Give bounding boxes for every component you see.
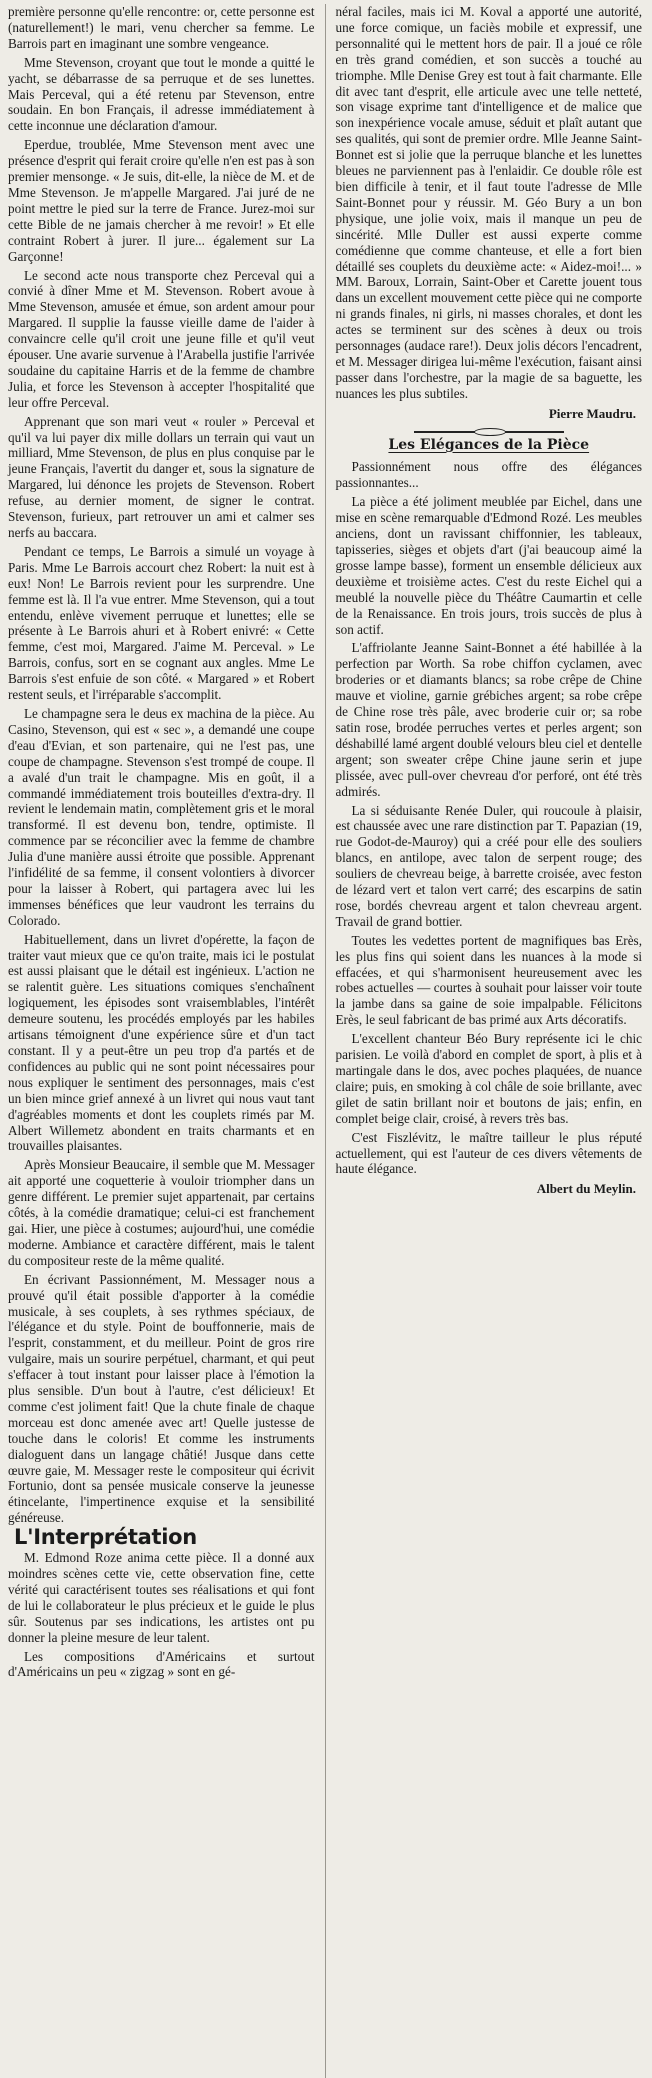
right-column [336, 4, 643, 2078]
paragraph: Mme Stevenson, croyant que tout le monde a quitté le yacht, se débarrasse de sa perruque et de ses lunettes. Mais Perceval, qui a été retenu par Stevenson, entre soudain. En bon Français, il adresse immédiatement à cette inconnue une déclaration d'amour. [8, 54, 315, 134]
columns [8, 4, 642, 2078]
paragraph: L'affriolante Jeanne Saint-Bonnet a été habillée à la perfection par Worth. Sa robe chiffon cyclamen, avec broderies or et diamants blancs; sa robe crêpe de Chine mauve et violine, garnie grébiches argent; sa robe crêpe de Chine rose très pâle, avec broderie cuir or; sa robe satin rose, brodée perruches vertes et perles argent; son déshabillé lamé argent doublé velours bleu ciel et dentelle argent; son sweater crêpe Chine jaune serin et jupe plissée, avec pull-over chevreau d'or perforé, ont été très admirés. [335, 640, 642, 799]
paragraph: Pendant ce temps, Le Barrois a simulé un voyage à Paris. Mme Le Barrois accourt chez Robert: la nuit est à eux! Non! Le Barrois revient pour les surprendre. Une femme est là. Il l'a vue entrer. Mme Stevenson, qui a tout entendu, enlève vivement perruque et lunettes; elle se présente à Le Barrois ahuri et à Robert enivré: « Cette femme, c'est moi, Margared. J'aime M. Perceval. » Le Barrois, confus, sort en se cognant aux angles. Mme Le Barrois s'est enfuie de son côté. « Margared » et Robert restent seuls, et l'irréparable s'accomplit. [8, 543, 315, 703]
paragraph: néral faciles, mais ici M. Koval a apporté une autorité, une force comique, un faciès mobile et expressif, une personnalité qui le mettent hors de pair. Il a joué ce rôle en très grand comédien, et son succès a touché au triomphe. Mlle Denise Grey est tout à fait charmante. Elle dit avec tant d'esprit, elle articule avec une telle netteté, son visage exprime tant d'intelligence et de malice que son inexpérience vocale amuse, séduit et plaît autant que ses qualités, qui sont de premier ordre. Mlle Jeanne Saint-Bonnet est si jolie que la perruque blanche et les lunettes bleues ne parviennent pas à l'enlaidir. Ce double rôle est bien difficile à tenir, et il faut toute l'adresse de Mlle Saint-Bonnet pour y réussir. M. Géo Bury a un bon physique, une jolie voix, mais il manque un peu de sincérité. Mlle Duller est aussi experte comme comédienne que comme chanteuse, et elle a fort bien détaillé ses couplets du deuxième acte: « Aidez-moi!... » MM. Baroux, Lorrain, Saint-Ober et Carette jouent tous dans un excellent mouvement cette pièce qui ne comporte ni grands finales, ni girls, ni masses chorales, et dont les actes se terminent sur des scènes à deux ou trois personnages (audace rare!). Deux jolis décors l'encadrent, et M. Messager dirigea lui-même l'exécution, faisant ainsi passer dans l'orchestre, par la magie de sa baguette, les nuances les plus subtiles. [335, 4, 643, 401]
signature-albert-du-meylin: Albert du Meylin. [536, 1181, 636, 1197]
paragraph: Le champagne sera le deus ex machina de la pièce. Au Casino, Stevenson, qui est « sec », a demandé une coupe d'eau d'Evian, et son partenaire, qui ne l'est pas, une coupe de champagne. Stevenson s'est trompé de coupe. Il a avalé d'un trait le champagne. Mis en goût, il a commandé immédiatement trois bouteilles d'extra-dry. Il revient le lendemain matin, complètement gris et le moral transformé. Il est devenu bon, tendre, optimiste. Il commence par se réconcilier avec la femme de chambre Julia d'une manière aussi étroite que possible. Apprenant l'infidélité de sa femme, il consent volontiers à divorcer pour la laisser à Robert, qui partagera avec lui les immenses bénéfices que leur vaudront les terrains du Colorado. [8, 705, 315, 928]
paragraph: Habituellement, dans un livret d'opérette, la façon de traiter vaut mieux que ce qu'on traite, mais ici le postulat est aussi plaisant que le détail est ingénieux. L'action ne se ralentit guère. Les situations comiques s'enchaînent logiquement, les épisodes sont vraisemblables, l'intérêt demeure soutenu, les procédés employés par les habiles artisans témoignent d'une expérience sûre et d'un tact constant. Il y a peut-être un peu trop d'a partés et de confidences au public qui ne sont point nécessaires pour nous expliquer le sentiment des personnages, mais c'est un bien mince grief annexé à un livret qui nous vaut tant d'agréables moments et dont les couplets rimés par M. Albert Willemetz abondent en traits charmants et en trouvailles plaisantes. [8, 931, 315, 1154]
ornamental-divider [414, 428, 564, 436]
paragraph: En écrivant Passionnément, M. Messager nous a prouvé qu'il était possible d'apporter à la comédie musicale, à ses couplets, à ses rythmes spéciaux, de l'élégance et du style. Point de bouffonnerie, mais de l'esprit, constamment, et du meilleur. Point de gros rire vulgaire, mais un sourire perpétuel, charmant, et qui peut s'effacer à tout instant pour laisser place à l'émotion la plus sensible. D'un bout à l'autre, c'est délicieux! Et comme c'est joliment fait! Que la chute finale de chaque morceau est donc amenée avec art! Quelle justesse de touche dans le coloris! Et comme les instruments dialoguent dans un langage châtié! Jusque dans cette œuvre gaie, M. Messager reste le compositeur qui écrivit Fortunio, dont sa pensée musicale conserve la jeunesse étincelante, l'impertinence exquise et la sensibilité généreuse. [8, 1271, 315, 1526]
paragraph: M. Edmond Roze anima cette pièce. Il a donné aux moindres scènes cette vie, cette observation fine, cette vérité qui caractérisent toutes ses réalisations et qui font de lui le collaborateur le plus précieux et le guide le plus sûr. Soutenus par ses indications, les artistes ont pu donner la pleine mesure de leur talent. [8, 1550, 315, 1645]
paragraph: Toutes les vedettes portent de magnifiques bas Erès, les plus fins qui soient dans les nuances à la mode si effacées, et qui s'harmonisent heureusement avec les robes actuelles — courtes à souhait pour laisser voir toute la jambe dans sa gaine de soie impalpable. Félicitons Erès, le seul fabricant de bas primé aux Arts décoratifs. [335, 932, 642, 1028]
paragraph: Eperdue, troublée, Mme Stevenson ment avec une présence d'esprit qui ferait croire qu'elle n'en est pas à son premier mensonge. « Je suis, dit-elle, la nièce de M. et de Mme Stevenson. Je m'appelle Margared. J'ai juré de ne point mettre le pied sur la terre de France. Jurez-moi sur cette Bible de ne jamais chercher à me revoir! » Et elle contraint Robert à jurer. Il jure... également sur La Garçonne! [8, 137, 315, 264]
signature-pierre-maudru: Pierre Maudru. [548, 405, 636, 421]
paragraph: C'est Fiszlévitz, le maître tailleur le plus réputé actuellement, qui est l'auteur de ces divers vêtements de haute élégance. [335, 1129, 642, 1177]
paragraph: La si séduisante Renée Duler, qui roucoule à plaisir, est chaussée avec une rare distinction par T. Papazian (19, rue Godot-de-Mauroy) qui a créé pour elle des souliers blancs, en antilope, avec talon de serpent rouge; des souliers de chevreau beige, à barrette croisée, avec feston de lézard vert et talon vert carré; des escarpins de satin rose, bordés chevreau argent et talon chevreau argent. Travail de grand bottier. [335, 802, 642, 929]
section-heading-interpretation: L'Interprétation [14, 1525, 197, 1550]
paragraph: Le second acte nous transporte chez Perceval qui a convié à dîner Mme et M. Stevenson. Robert avoue à Mme Stevenson, amusée et émue, son ardent amour pour Margared. Il supplie la fausse vieille dame de l'aider à convaincre celle qu'il croit une jeune fille et qu'il veut épouser. Une avarie survenue à l'Arabella justifie l'arrivée soudaine du capitaine Harris et de la femme de chambre Julia, et force les Stevenson à accepter l'hospitalité que leur offre Perceval. [8, 267, 315, 410]
paragraph: La pièce a été joliment meublée par Eichel, dans une mise en scène remarquable d'Edmond Rozé. Les meubles anciens, dont un ravissant chiffonnier, les tableaux, tapisseries, sièges et objets d'art (j'ai beaucoup aimé la grosse lampe basse), forment un ensemble délicieux aux deuxième et troisième actes. C'est du reste Eichel qui a meublé la nouvelle pièce du Théâtre Caumartin et celle de la Renaissance. En trois jours, trois succès de plus à son actif. [335, 494, 642, 637]
paragraph: Après Monsieur Beaucaire, il semble que M. Messager ait apporté une coquetterie à vouloir triompher dans un genre différent. Le premier sujet appartenait, par certains côtés, à la comédie dramatique; celui-ci est franchement gai. Hier, une pièce à costumes; aujourd'hui, une comédie moderne. Ambiance et caractère différent, mais le talent du compositeur reste de la même qualité. [8, 1157, 315, 1268]
paragraph: Les compositions d'Américains et surtout d'Américains un peu « zigzag » sont en gé- [8, 1648, 315, 1680]
left-column [8, 4, 315, 2078]
paragraph: Apprenant que son mari veut « rouler » Perceval et qu'il va lui payer dix mille dollars un terrain qui vaut un milliard, Mme Stevenson, de plus en plus conquise par le jeune Français, l'avertit du danger et, sous la signature de Margared, lui dénonce les projets de Stevenson. Robert refuse, au dernier moment, de signer le contrat. Stevenson, furieux, part retrouver un ami et calmer ses nerfs au baccara. [8, 413, 315, 540]
paragraph: Passionnément nous offre des élégances passionnantes... [335, 459, 642, 491]
paragraph: L'excellent chanteur Béo Bury représente ici le chic parisien. Le voilà d'abord en complet de sport, à plis et à martingale dans le dos, avec poches plaquées, de nuance claire; puis, en smoking à col châle de soie brillante, avec gilet de satin brillant noir et boutons de jais; enfin, en complet beige clair, croisé, à revers très bas. [335, 1031, 642, 1126]
column-rule [325, 4, 326, 2078]
section-heading-elegances: Les Elégances de la Pièce [388, 436, 590, 453]
paragraph: première personne qu'elle rencontre: or, cette personne est (naturellement!) le mari, venu chercher sa femme. Le Barrois part en imaginant une sombre vengeance. [8, 4, 315, 51]
